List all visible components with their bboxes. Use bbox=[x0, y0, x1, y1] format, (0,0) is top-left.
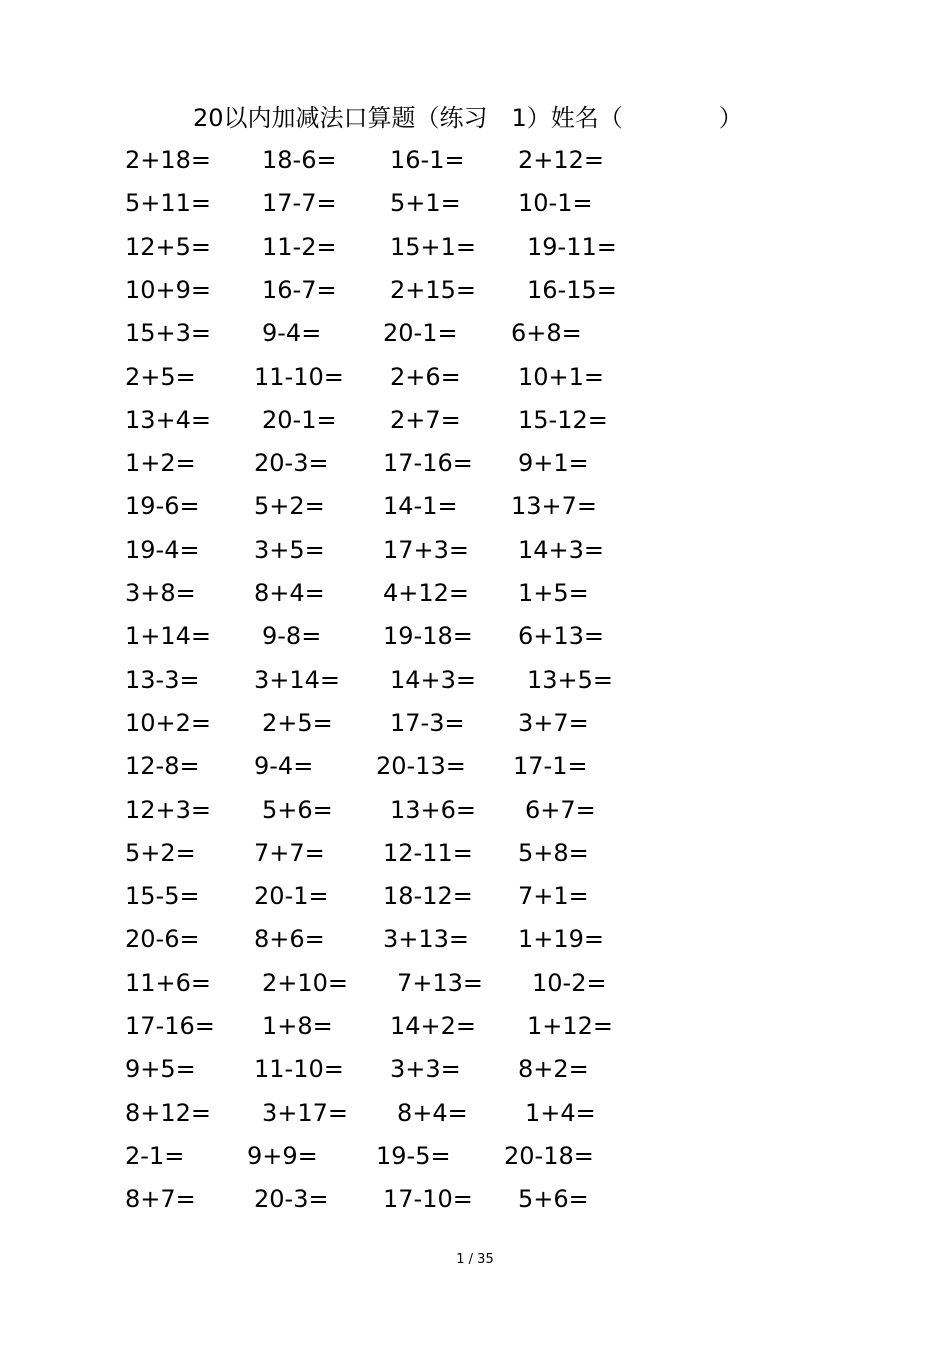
problem-item: 15-5= bbox=[125, 882, 200, 911]
problem-item: 19-4= bbox=[125, 535, 200, 564]
problem-item: 17-16= bbox=[383, 449, 473, 478]
problem-item: 10-1= bbox=[518, 189, 593, 218]
problem-item: 10+1= bbox=[518, 362, 605, 391]
problem-item: 9+1= bbox=[518, 449, 589, 478]
problem-item: 4+12= bbox=[383, 579, 470, 607]
problem-item: 3+14= bbox=[254, 665, 341, 694]
problem-item: 6+7= bbox=[525, 795, 596, 824]
problem-item: 20-3= bbox=[254, 449, 329, 478]
problem-item: 1+14= bbox=[125, 622, 212, 651]
problem-item: 20-1= bbox=[254, 882, 329, 911]
problem-item: 16-15= bbox=[527, 275, 617, 304]
problem-item: 20-13= bbox=[376, 752, 466, 781]
problem-item: 17-3= bbox=[390, 708, 465, 737]
problem-item: 7+1= bbox=[518, 882, 589, 911]
problem-item: 5+2= bbox=[254, 492, 325, 521]
problem-item: 13+4= bbox=[125, 405, 212, 434]
problem-item: 9+9= bbox=[247, 1141, 318, 1170]
problem-item: 9-4= bbox=[254, 752, 314, 781]
problem-item: 5+6= bbox=[518, 1185, 589, 1214]
problem-item: 13+7= bbox=[511, 492, 598, 521]
problem-item: 19-6= bbox=[125, 492, 200, 521]
problem-item: 1+8= bbox=[262, 1012, 333, 1040]
problem-item: 1+4= bbox=[525, 1098, 596, 1127]
problem-item: 15-12= bbox=[518, 405, 608, 434]
problem-item: 3+13= bbox=[383, 925, 470, 954]
problem-item: 20-1= bbox=[262, 405, 337, 434]
problem-item: 13+6= bbox=[390, 795, 477, 824]
problem-item: 2+6= bbox=[390, 362, 461, 391]
problem-item: 5+2= bbox=[125, 838, 196, 867]
problem-item: 18-12= bbox=[383, 882, 473, 911]
problem-item: 12+5= bbox=[125, 232, 212, 261]
problem-item: 15+1= bbox=[390, 232, 477, 261]
problem-item: 11-10= bbox=[254, 362, 344, 391]
problem-item: 16-7= bbox=[262, 275, 337, 304]
problem-item: 3+17= bbox=[262, 1098, 349, 1127]
problem-item: 9-8= bbox=[262, 622, 322, 651]
problem-item: 3+3= bbox=[390, 1055, 461, 1084]
problem-item: 20-3= bbox=[254, 1185, 329, 1214]
problem-item: 2+7= bbox=[390, 405, 461, 434]
problem-item: 11-2= bbox=[262, 232, 337, 261]
problem-item: 8+2= bbox=[518, 1055, 589, 1084]
problem-item: 8+7= bbox=[125, 1185, 196, 1214]
problem-item: 19-18= bbox=[383, 622, 473, 651]
problem-item: 10+9= bbox=[125, 275, 212, 304]
problem-item: 5+11= bbox=[125, 189, 212, 218]
problem-item: 17-1= bbox=[513, 752, 588, 781]
problem-item: 20-18= bbox=[504, 1141, 594, 1170]
problem-item: 18-6= bbox=[262, 146, 337, 174]
problem-item: 13+5= bbox=[527, 665, 614, 694]
problem-item: 20-1= bbox=[383, 319, 458, 348]
problem-item: 2+18= bbox=[125, 146, 212, 174]
problem-item: 1+5= bbox=[518, 579, 589, 607]
problem-item: 14-1= bbox=[383, 492, 458, 521]
page-number: 1 / 35 bbox=[456, 1252, 494, 1267]
problem-item: 1+2= bbox=[125, 449, 196, 478]
problem-item: 5+6= bbox=[262, 795, 333, 824]
problem-item: 2+5= bbox=[125, 362, 196, 391]
problem-item: 11+6= bbox=[125, 968, 212, 997]
problem-item: 17-10= bbox=[383, 1185, 473, 1214]
problem-item: 19-11= bbox=[527, 232, 617, 261]
problem-item: 12+3= bbox=[125, 795, 212, 824]
problem-item: 8+4= bbox=[397, 1098, 468, 1127]
problem-item: 5+8= bbox=[518, 838, 589, 867]
problem-item: 8+4= bbox=[254, 579, 325, 607]
problem-item: 13-3= bbox=[125, 665, 200, 694]
problem-item: 14+2= bbox=[390, 1012, 477, 1040]
problem-item: 2-1= bbox=[125, 1141, 185, 1170]
problem-item: 1+19= bbox=[518, 925, 605, 954]
problem-item: 14+3= bbox=[518, 535, 605, 564]
problem-item: 3+7= bbox=[518, 708, 589, 737]
problem-item: 10-2= bbox=[532, 968, 607, 997]
problem-item: 20-6= bbox=[125, 925, 200, 954]
problem-item: 8+6= bbox=[254, 925, 325, 954]
problem-item: 12-11= bbox=[383, 838, 473, 867]
problem-item: 2+15= bbox=[390, 275, 477, 304]
problem-item: 17-7= bbox=[262, 189, 337, 218]
problem-item: 10+2= bbox=[125, 708, 212, 737]
problem-item: 3+5= bbox=[254, 535, 325, 564]
problem-item: 17-16= bbox=[125, 1012, 215, 1040]
problem-item: 7+7= bbox=[254, 838, 325, 867]
problem-item: 8+12= bbox=[125, 1098, 212, 1127]
problem-item: 6+8= bbox=[511, 319, 582, 348]
problem-item: 19-5= bbox=[376, 1141, 451, 1170]
problem-item: 2+12= bbox=[518, 146, 605, 174]
problem-item: 5+1= bbox=[390, 189, 461, 218]
problem-item: 12-8= bbox=[125, 752, 200, 781]
problem-item: 7+13= bbox=[397, 968, 484, 997]
problem-item: 2+5= bbox=[262, 708, 333, 737]
problem-item: 9+5= bbox=[125, 1055, 196, 1084]
problem-item: 17+3= bbox=[383, 535, 470, 564]
problem-item: 1+12= bbox=[527, 1012, 614, 1040]
problem-item: 15+3= bbox=[125, 319, 212, 348]
problem-item: 2+10= bbox=[262, 968, 349, 997]
problem-item: 11-10= bbox=[254, 1055, 344, 1084]
problem-item: 6+13= bbox=[518, 622, 605, 651]
problem-item: 9-4= bbox=[262, 319, 322, 348]
problem-item: 3+8= bbox=[125, 579, 196, 607]
problem-item: 16-1= bbox=[390, 146, 465, 174]
page-title: 20以内加减法口算题（练习 1）姓名（ ） bbox=[193, 104, 743, 132]
problem-item: 14+3= bbox=[390, 665, 477, 694]
